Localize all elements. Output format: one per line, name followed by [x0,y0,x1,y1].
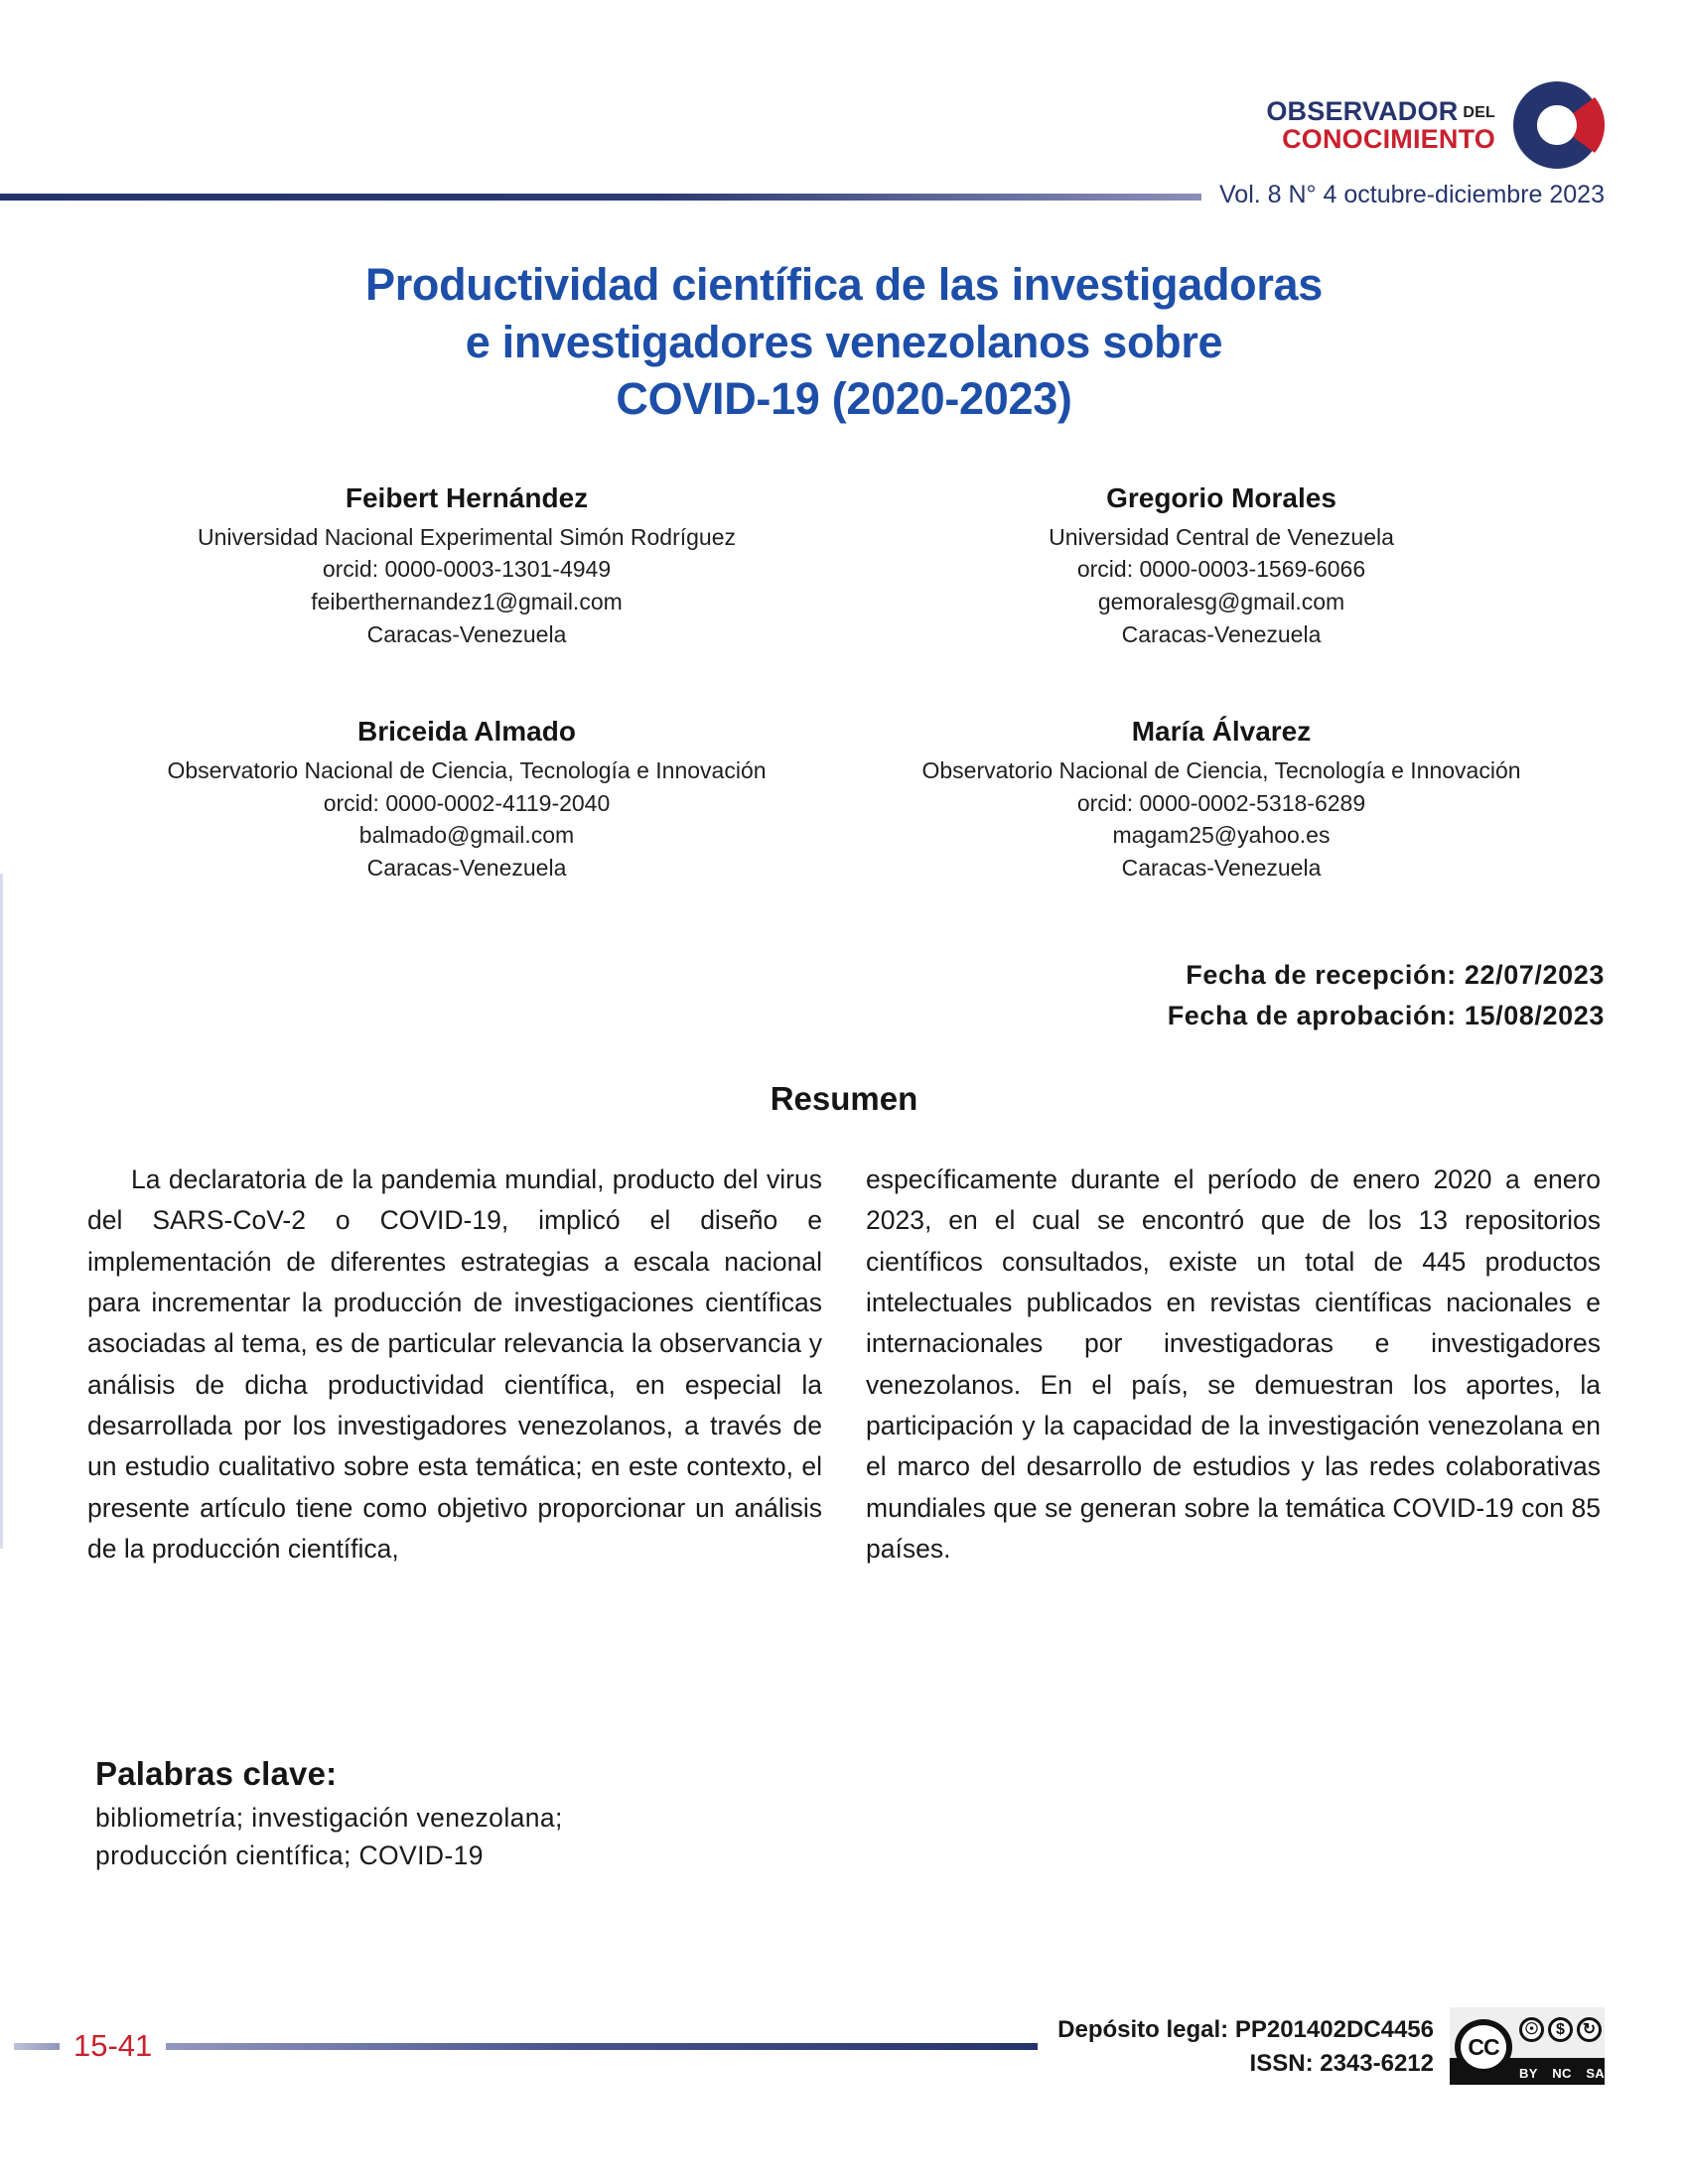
authors-row [89,478,1599,650]
header-rule-row [0,181,1688,209]
brand-line-observador: OBSERVADOR DEL [1266,95,1495,126]
legal-info [1038,2013,1450,2080]
keywords-block [95,1755,989,1875]
author-name: Gregorio Morales [1106,482,1336,513]
author-orcid: orcid: 0000-0003-1301-4949 [322,556,612,583]
cc-nc-label: NC [1552,2066,1572,2081]
footer-gradient-rule [166,2043,1038,2050]
journal-brand [1266,77,1605,173]
page-footer [0,2007,1688,2136]
reception-date: Fecha de recepción: 22/07/2023 [1186,960,1605,990]
abstract-text-left: La declaratoria de la pandemia mundial, producto del virus del SARS-CoV-2 o COVID-19, implicó el diseño e implementación de diferentes estrategias a escala nacional para incrementar la producción de investigaciones científicas asociadas al tema, es de particular relevancia la observancia y análisis de dicha productividad científica, en especial la desarrollada por los investigadores venezolanos, a través de un estudio cualitativo sobre esta temática; en este contexto, el presente artículo tiene como objetivo proporcionar un análisis de la producción científica, [87,1164,822,1564]
cc-sa-share-alike-icon: ↻ [1577,2017,1602,2042]
author-email[interactable]: balmado@gmail.com [358,822,575,849]
author-orcid: orcid: 0000-0002-5318-6289 [1076,789,1366,816]
keywords-title: Palabras clave: [95,1755,338,1792]
abstract-column-left [87,1160,822,1570]
issn: ISSN: 2343-6212 [1249,2050,1434,2077]
header-gradient-rule [0,194,1201,201]
author-name: Briceida Almado [357,716,576,748]
keywords-line-2: producción científica; COVID-19 [95,1840,484,1870]
author-orcid: orcid: 0000-0003-1569-6066 [1076,556,1366,583]
author-entry [89,712,844,884]
author-city: Caracas-Venezuela [1121,855,1322,882]
title-line-3: COVID-19 (2020-2023) [616,373,1072,425]
abstract-block [87,1160,1601,1570]
author-orcid: orcid: 0000-0002-4119-2040 [323,789,611,816]
author-entry [844,712,1599,884]
author-city: Caracas-Venezuela [366,620,567,647]
cc-by-person-icon: ☉ [1519,2017,1544,2042]
brand-del: DEL [1463,103,1495,121]
masthead [0,60,1688,218]
footer-dash-left [14,2043,60,2050]
title-line-2: e investigadores venezolanos sobre [465,316,1223,367]
cc-label-row [1519,2066,1605,2081]
authors-row [89,712,1599,884]
authors-block [89,478,1599,885]
brand-line-conocimiento: CONOCIMIENTO [1282,123,1495,154]
cc-logo-icon: CC [1455,2019,1512,2075]
submission-dates [1168,955,1605,1036]
author-email[interactable]: gemoralesg@gmail.com [1097,589,1345,615]
author-city: Caracas-Venezuela [366,855,567,882]
journal-brand-wordmark [1266,95,1495,154]
author-name: Feibert Hernández [345,482,589,513]
author-email[interactable]: magam25@yahoo.es [1112,822,1331,849]
deposito-legal: Depósito legal: PP201402DC4456 [1057,2016,1434,2044]
author-name: María Álvarez [1131,716,1312,748]
page-number: 15-41 [73,2027,153,2063]
abstract-text-right: específicamente durante el período de enero 2020 a enero 2023, en el cual se encontró que de los 13 repositorios científicos consultados, existe un total de 445 productos intelectuales publicados en revistas científicas nacionales e internacionales por investigadoras e investigadores venezolanos. En el país, se demuestran los aportes, la participación y la capacidad de la investigación venezolana en el marco del desarrollo de estudios y las redes colaborativas mundiales que se generan sobre la temática COVID-19 con 85 países. [866,1164,1601,1564]
cc-nc-no-money-icon: $ [1548,2017,1573,2042]
approval-date: Fecha de aprobación: 15/08/2023 [1167,1001,1605,1031]
author-affiliation: Universidad Central de Venezuela [1049,523,1394,550]
cc-sa-label: SA [1586,2066,1605,2081]
left-edge-rule [0,874,3,1549]
author-email[interactable]: feiberthernandez1@gmail.com [311,589,623,615]
cc-icon-row [1519,2017,1603,2042]
author-affiliation: Observatorio Nacional de Ciencia, Tecnología e Innovación [167,757,767,784]
author-city: Caracas-Venezuela [1121,620,1322,647]
abstract-column-right [866,1160,1601,1570]
author-entry [89,478,844,650]
footer-row [0,2007,1688,2085]
creative-commons-badge-icon[interactable] [1450,2007,1605,2085]
abstract-heading: Resumen [770,1080,918,1117]
page-title [149,256,1539,428]
cc-by-label: BY [1519,2066,1538,2081]
keywords-line-1: bibliometría; investigación venezolana; [95,1803,563,1833]
title-line-1: Productividad científica de las investigadoras [364,259,1323,310]
observador-c-logo-icon [1509,77,1605,173]
author-affiliation: Observatorio Nacional de Ciencia, Tecnología e Innovación [921,757,1521,784]
author-entry [844,478,1599,650]
issue-label: Vol. 8 N° 4 octubre-diciembre 2023 [1219,181,1605,208]
author-affiliation: Universidad Nacional Experimental Simón Rodríguez [197,523,737,550]
